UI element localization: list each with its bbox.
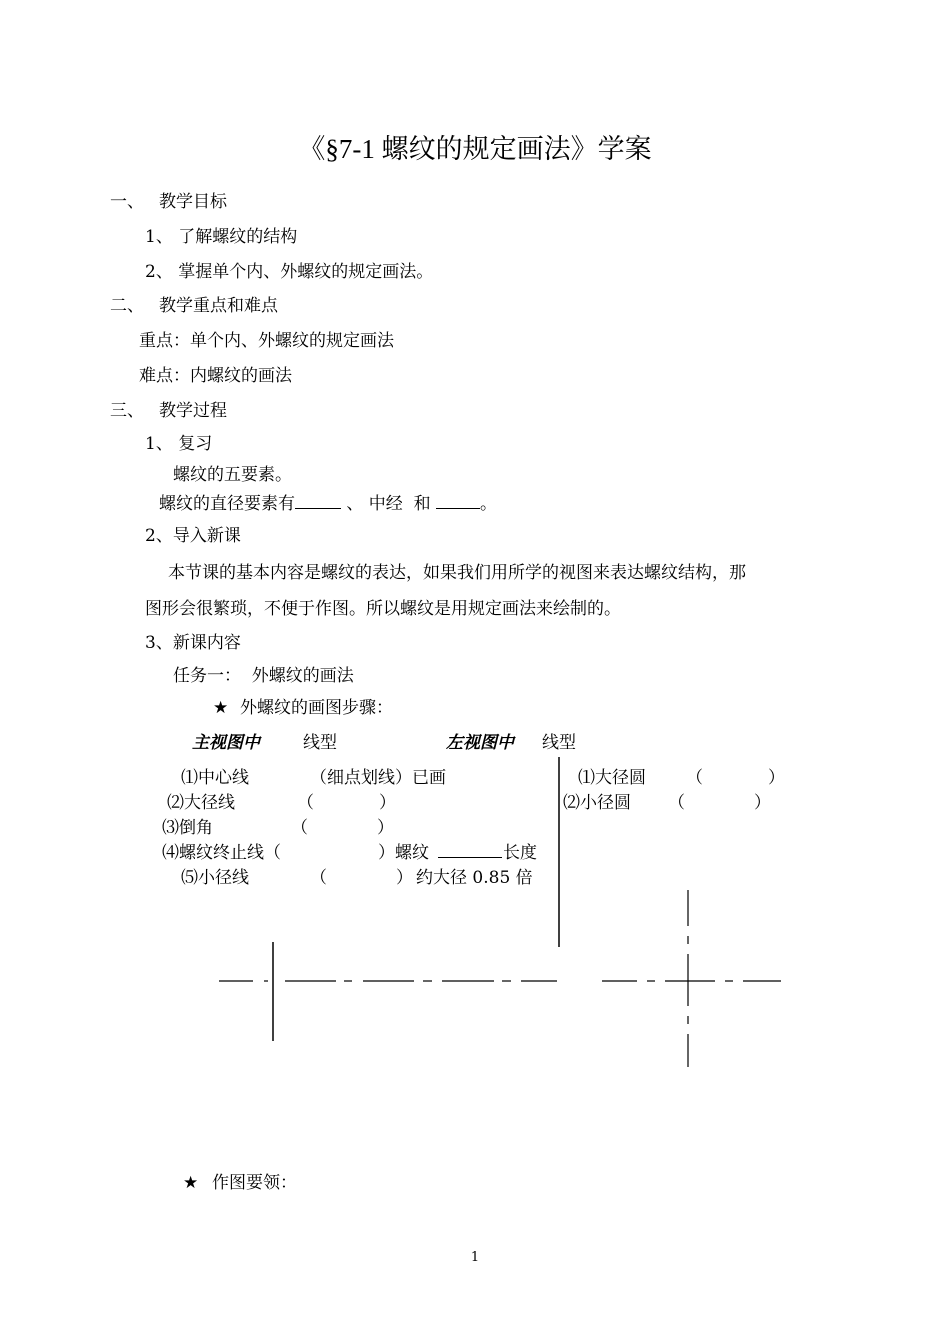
page-title: 《§7-1 螺纹的规定画法》学案 <box>298 134 652 164</box>
front-step-4: ⑷螺纹终止线（ <box>162 843 281 863</box>
goal-2: 2、 掌握单个内、外螺纹的规定画法。 <box>145 262 434 282</box>
five-elements: 螺纹的五要素。 <box>173 465 292 485</box>
front-step-5-blank-close: ） <box>396 868 413 888</box>
front-step-3: ⑶倒角 <box>162 818 213 838</box>
review-heading: 1、 复习 <box>145 434 213 454</box>
left-linetype-label: 线型 <box>542 733 576 753</box>
steps-heading: 外螺纹的画图步骤： <box>240 698 393 718</box>
new-content-heading: 3、新课内容 <box>145 633 241 653</box>
section-1-number: 一、 <box>110 192 144 212</box>
left-view-label: 左视图中 <box>446 733 514 753</box>
left-step-1-blank-open: （ <box>686 768 703 788</box>
front-step-5: ⑸小径线 <box>181 868 249 888</box>
tips-heading: 作图要领： <box>212 1173 297 1193</box>
task-1-heading: 任务一： 外螺纹的画法 <box>173 666 354 686</box>
intro-paragraph-line-2: 图形会很繁琐，不便于作图。所以螺纹是用规定画法来绘制的。 <box>145 599 621 619</box>
section-3-number: 三、 <box>110 401 144 421</box>
front-step-5-note: 约大径 0.85 倍 <box>416 868 533 888</box>
front-step-4-thread: ）螺纹 <box>378 843 429 863</box>
front-step-2: ⑵大径线 <box>167 793 235 813</box>
diameter-question: 螺纹的直径要素有 、 中经 和 。 <box>159 494 498 514</box>
intro-heading: 2、导入新课 <box>145 526 241 546</box>
left-step-1: ⑴大径圆 <box>578 768 646 788</box>
front-step-3-blank-close: ） <box>377 818 394 838</box>
left-step-2: ⑵小径圆 <box>563 793 631 813</box>
goal-1: 1、 了解螺纹的结构 <box>145 227 298 247</box>
section-1-heading: 教学目标 <box>159 192 227 212</box>
section-2-number: 二、 <box>110 296 144 316</box>
front-step-3-blank-open: （ <box>291 818 308 838</box>
left-step-2-blank-close: ） <box>754 793 771 813</box>
section-3-heading: 教学过程 <box>159 401 227 421</box>
key-point: 重点：单个内、外螺纹的规定画法 <box>139 331 394 351</box>
front-step-5-blank-open: （ <box>310 868 327 888</box>
star-icon: ★ <box>213 698 229 718</box>
front-view-label: 主视图中 <box>192 733 260 753</box>
front-step-2-blank-close: ） <box>379 793 396 813</box>
intro-paragraph-line-1: 本节课的基本内容是螺纹的表达，如果我们用所学的视图来表达螺纹结构，那 <box>168 563 746 583</box>
star-icon-2: ★ <box>183 1173 199 1193</box>
difficult-point: 难点：内螺纹的画法 <box>139 366 292 386</box>
section-2-heading: 教学重点和难点 <box>159 296 278 316</box>
front-step-1: ⑴中心线 <box>181 768 249 788</box>
front-step-2-blank-open: （ <box>297 793 314 813</box>
page-number: 1 <box>470 1250 480 1265</box>
front-step-1-answer: （细点划线）已画 <box>310 768 446 788</box>
left-step-1-blank-close: ） <box>768 768 785 788</box>
left-step-2-blank-open: （ <box>668 793 685 813</box>
front-linetype-label: 线型 <box>303 733 337 753</box>
front-step-4-length: 长度 <box>503 843 537 863</box>
